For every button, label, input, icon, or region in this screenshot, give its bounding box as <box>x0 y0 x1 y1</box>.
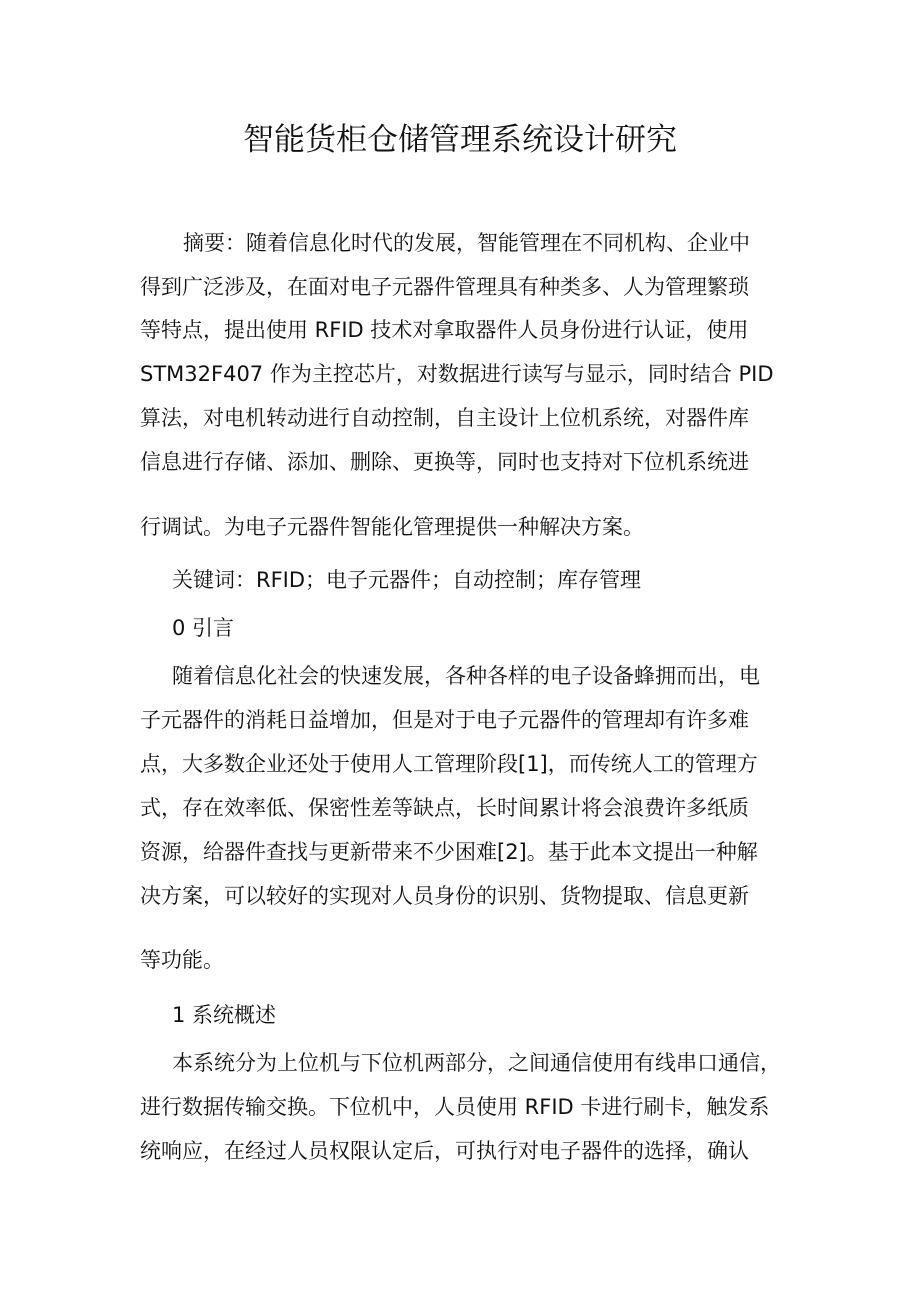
paragraph-line: 资源，给器件查找与更新带来不少困难[2]。基于此本文提出一种解 <box>140 840 758 864</box>
paragraph-line: 统响应，在经过人员权限认定后，可执行对电子器件的选择，确认 <box>140 1139 749 1163</box>
paragraph-line: 本系统分为上位机与下位机两部分，之间通信使用有线串口通信， <box>172 1051 781 1075</box>
abstract-line: 算法，对电机转动进行自动控制，自主设计上位机系统，对器件库 <box>140 406 749 430</box>
abstract-line: 信息进行存储、添加、删除、更换等，同时也支持对下位机系统进 <box>140 450 749 474</box>
abstract-line: 行调试。为电子元器件智能化管理提供一种解决方案。 <box>140 515 644 539</box>
paragraph-line: 等功能。 <box>140 948 224 972</box>
abstract-line: 摘要：随着信息化时代的发展，智能管理在不同机构、企业中 <box>183 231 750 255</box>
paragraph-line: 子元器件的消耗日益增加，但是对于电子元器件的管理却有许多难 <box>140 708 749 732</box>
section-heading-overview: 1 系统概述 <box>172 1003 277 1027</box>
keywords: 关键词：RFID；电子元器件；自动控制；库存管理 <box>172 568 642 592</box>
paragraph-line: 决方案，可以较好的实现对人员身份的识别、货物提取、信息更新 <box>140 884 749 908</box>
abstract-line: 等特点，提出使用 RFID 技术对拿取器件人员身份进行认证，使用 <box>140 318 749 342</box>
section-heading-intro: 0 引言 <box>172 616 235 640</box>
document-title: 智能货柜仓储管理系统设计研究 <box>243 122 677 158</box>
abstract-line: 得到广泛涉及，在面对电子元器件管理具有种类多、人为管理繁琐 <box>140 275 749 299</box>
paragraph-line: 式，存在效率低、保密性差等缺点，长时间累计将会浪费许多纸质 <box>140 796 749 820</box>
paragraph-line: 点，大多数企业还处于使用人工管理阶段[1]，而传统人工的管理方 <box>140 752 758 776</box>
paragraph-line: 随着信息化社会的快速发展，各种各样的电子设备蜂拥而出，电 <box>172 664 760 688</box>
abstract-line: STM32F407 作为主控芯片，对数据进行读写与显示，同时结合 PID <box>140 362 774 386</box>
paragraph-line: 进行数据传输交换。下位机中，人员使用 RFID 卡进行刷卡，触发系 <box>140 1095 770 1119</box>
